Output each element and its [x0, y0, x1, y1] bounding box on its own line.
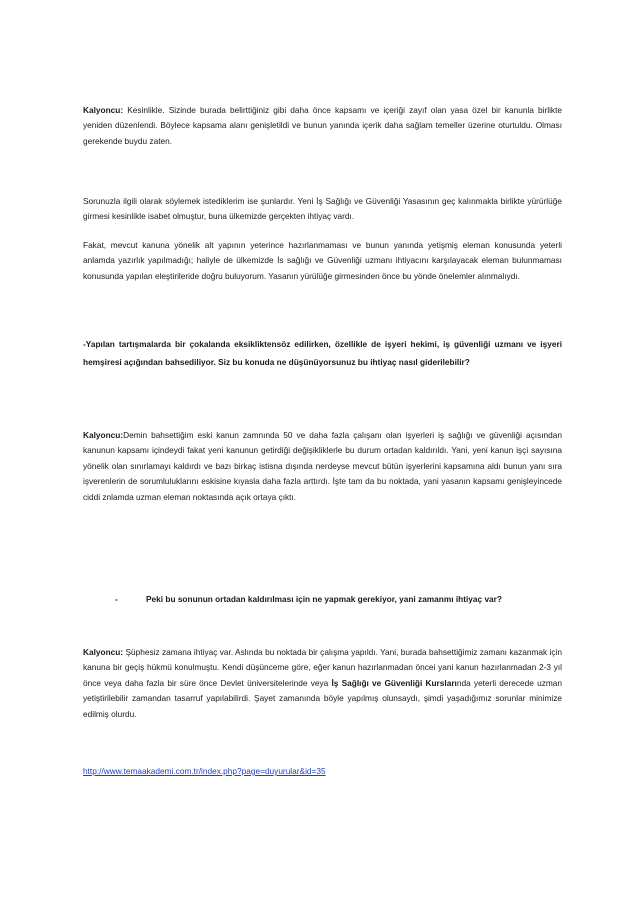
source-link[interactable]: http://www.temaakademi.com.tr/index.php?page=duyurular&id=35 — [83, 766, 326, 776]
question-1 — [83, 336, 562, 371]
paragraph-text: Fakat, mevcut kanuna yönelik alt yapının yeterince hazırlanmaması ve bunun yanında yetişmiş eleman konusunda yeterli anlamda yazırlık yapılmadığı; haliyle de ülkemizde İs sağlığı ve Güvenliği uzmanı ihtiyacını karşılayacak eleman bulunmaması konusunda yapılan eleştirileride doğru buluyorum. Yasanın yürülüğe girmesinden önce bu yönde önelemler alınmalıydı. — [83, 240, 562, 281]
speaker-label: Kalyoncu: — [83, 430, 124, 440]
speaker-label: Kalyoncu: — [83, 105, 124, 115]
paragraph-text: Sorunuzla ilgili olarak söylemek istediklerim ise şunlardır. Yeni İş Sağlığı ve Güvenliği Yasasının geç kalınmakla birlikte yürürlüğe girmesi kesinlikle isabet olmuştur, buna ülkemizde gerçekten ihtiyaç vardı. — [83, 196, 562, 222]
answer-paragraph-5 — [83, 645, 562, 722]
paragraph-2 — [83, 194, 562, 225]
paragraph-3 — [83, 238, 562, 284]
answer-paragraph-4 — [83, 428, 562, 505]
question-text: -Yapılan tartışmalarda bir çokalanda eksikliktensöz edilirken, özellikle de işyeri hekimi, iş güvenliği uzmanı ve işyeri hemşiresi açığından bahsediliyor. Siz bu konuda ne düşünüyorsunuz bu ihtiyaç nasıl giderilebilir? — [83, 339, 562, 367]
answer-paragraph-1 — [83, 103, 562, 149]
dash-bullet: - — [115, 594, 118, 604]
answer-text: Kesinlikle. Sizinde burada belirttiğiniz gibi daha önce kapsamı ve içeriği zayıf olan yasa özel bir kanunla birlikte yeniden düzenlendi. Böylece kapsama alanı genişletildi ve bunun yanında içerik daha sağlam temeller üzerine oturtuldu. Olması gerekende buydu zaten. — [83, 105, 562, 146]
bold-term: İş Sağlığı ve Güvenliği Kursları — [331, 677, 457, 688]
answer-text: Şüphesiz zamana ihtiyaç var. Aslında bu noktada bir çalışma yapıldı. Yani, burada bahsettiğimiz zamanı kazanmak için kanuna bir geçiş hükmü konulmuştu. Kendi düşünceme göre, eğer kanun hazırlanmadan öncei yani kanun hazırlanmadan 2-3 yıl önce veya daha fazla bir süre önce Devlet üniversitelerinde veya — [83, 647, 562, 688]
speaker-label: Kalyoncu: — [83, 647, 124, 657]
question-text: Peki bu sonunun ortadan kaldırılması için ne yapmak gerekiyor, yani zamanmı ihtiyaç var? — [146, 594, 502, 604]
answer-text: Demin bahsettiğim eski kanun zamnında 50 ve daha fazla çalışanı olan işyerleri iş sağlığı ve güvenliği açısından kanunun kapsamı içindeydi fakat yeni kanunun getirdiği değişikliklerle bu durum ortadan kaldırıldı. Yani, yeni kanun işçi sayısına yönelik olan sınırlamayı kaldırdı ve bazı birkaç istisna dışında nerdeyse mevcut bütün işyerlerini kapsamına aldı bunun yanı sıra işverenlerin de sorumluluklarını eskisine kıyasla daha fazla arttırdı. İşte tam da bu noktada, yani yasanın kapsamı genişleyincede ciddi znlamda uzman eleman noktasında açık ortaya çıktı. — [83, 430, 562, 502]
answer-text-continued: nda yeterli derecede uzman yetiştirilebilir zamandan tasarruf yapılabilirdi. Şayet zamanında böyle yapılmış olunsaydı, şimdi yaşadığımız sorunlar minimize edilmiş olurdu. — [83, 677, 562, 719]
